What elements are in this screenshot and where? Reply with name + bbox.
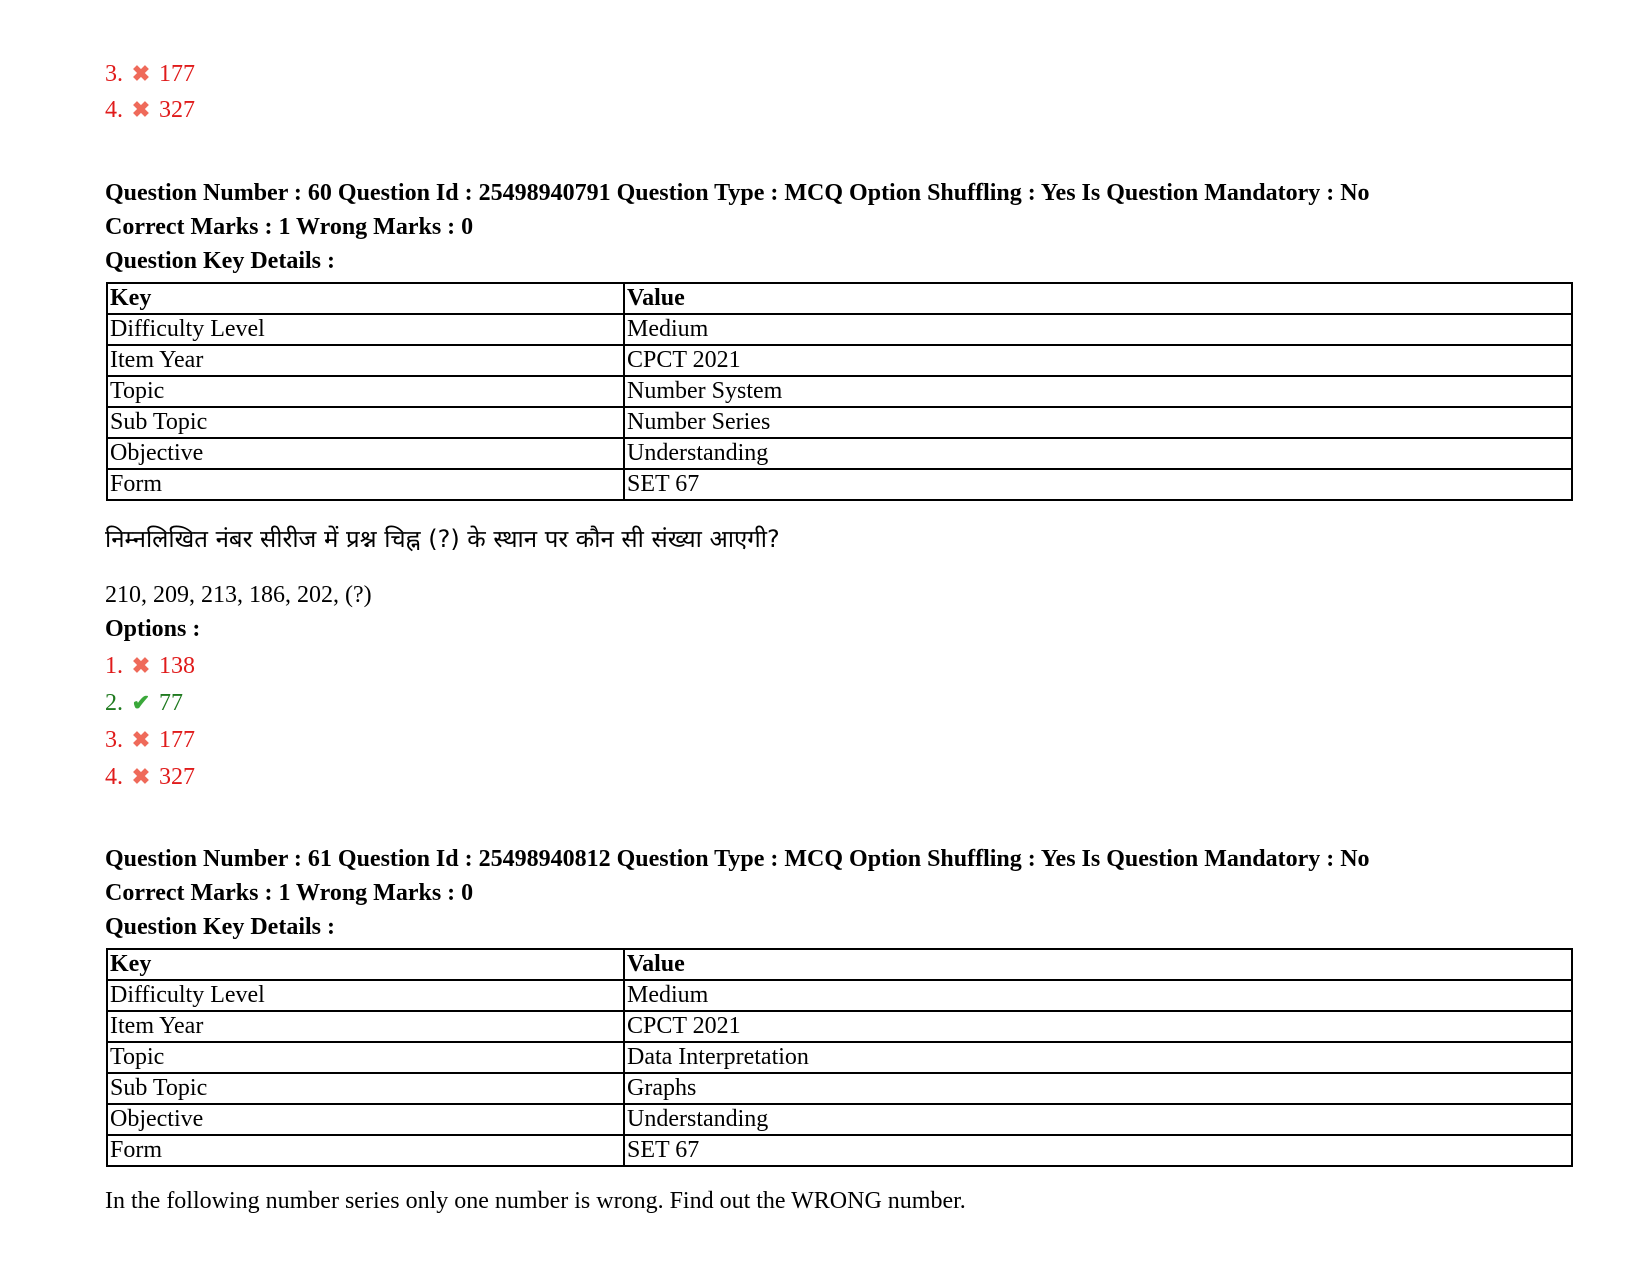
option-number: 4. <box>105 764 123 790</box>
table-row <box>107 1104 1572 1135</box>
value-cell: Medium <box>624 980 1572 1011</box>
value-cell: SET 67 <box>624 1135 1572 1166</box>
table-row <box>107 376 1572 407</box>
check-icon: ✔ <box>131 690 151 715</box>
column-header-value: Value <box>624 949 1572 980</box>
value-cell: Understanding <box>624 438 1572 469</box>
value-cell: Medium <box>624 314 1572 345</box>
key-cell: Form <box>107 1135 624 1166</box>
value-cell: Data Interpretation <box>624 1042 1572 1073</box>
table-row <box>107 345 1572 376</box>
table-header-row <box>107 283 1572 314</box>
option-item <box>105 689 183 717</box>
cross-icon: ✖ <box>131 97 151 122</box>
option-item <box>105 96 195 124</box>
option-text: 138 <box>159 653 195 679</box>
question-marks: Correct Marks : 1 Wrong Marks : 0 <box>105 880 474 906</box>
value-cell: SET 67 <box>624 469 1572 500</box>
table-row <box>107 407 1572 438</box>
option-item <box>105 726 195 754</box>
number-series: 210, 209, 213, 186, 202, (?) <box>105 582 372 608</box>
option-number: 3. <box>105 61 123 87</box>
column-header-value: Value <box>624 283 1572 314</box>
key-details-table <box>106 948 1573 1167</box>
key-cell: Objective <box>107 1104 624 1135</box>
cross-icon: ✖ <box>131 61 151 86</box>
table-header-row <box>107 949 1572 980</box>
table-row <box>107 1135 1572 1166</box>
value-cell: Number Series <box>624 407 1572 438</box>
question-marks: Correct Marks : 1 Wrong Marks : 0 <box>105 214 474 240</box>
value-cell: CPCT 2021 <box>624 1011 1572 1042</box>
question-text: In the following number series only one number is wrong. Find out the WRONG number. <box>105 1188 966 1214</box>
column-header-key: Key <box>107 949 624 980</box>
table-row <box>107 1073 1572 1104</box>
value-cell: CPCT 2021 <box>624 345 1572 376</box>
key-cell: Topic <box>107 376 624 407</box>
key-cell: Item Year <box>107 1011 624 1042</box>
option-number: 4. <box>105 97 123 123</box>
column-header-key: Key <box>107 283 624 314</box>
cross-icon: ✖ <box>131 727 151 752</box>
option-number: 1. <box>105 653 123 679</box>
options-label: Options : <box>105 616 201 642</box>
key-details-label: Question Key Details : <box>105 248 335 274</box>
option-item <box>105 652 195 680</box>
cross-icon: ✖ <box>131 764 151 789</box>
value-cell: Number System <box>624 376 1572 407</box>
key-details-label: Question Key Details : <box>105 914 335 940</box>
cross-icon: ✖ <box>131 653 151 678</box>
option-text: 177 <box>159 61 195 87</box>
value-cell: Understanding <box>624 1104 1572 1135</box>
question-header: Question Number : 61 Question Id : 25498940812 Question Type : MCQ Option Shuffling : Yes Is Question Mandatory : No <box>105 846 1370 872</box>
key-cell: Difficulty Level <box>107 980 624 1011</box>
option-item <box>105 60 195 88</box>
option-text: 177 <box>159 727 195 753</box>
table-row <box>107 980 1572 1011</box>
option-text: 327 <box>159 764 195 790</box>
option-text: 327 <box>159 97 195 123</box>
key-cell: Difficulty Level <box>107 314 624 345</box>
question-header: Question Number : 60 Question Id : 25498940791 Question Type : MCQ Option Shuffling : Yes Is Question Mandatory : No <box>105 180 1370 206</box>
key-details-table <box>106 282 1573 501</box>
key-cell: Objective <box>107 438 624 469</box>
value-cell: Graphs <box>624 1073 1572 1104</box>
key-cell: Topic <box>107 1042 624 1073</box>
option-number: 2. <box>105 690 123 716</box>
table-row <box>107 314 1572 345</box>
question-text: निम्नलिखित नंबर सीरीज में प्रश्न चिह्न (?) के स्थान पर कौन सी संख्या आएगी? <box>105 525 780 553</box>
key-cell: Form <box>107 469 624 500</box>
table-row <box>107 1011 1572 1042</box>
key-cell: Sub Topic <box>107 1073 624 1104</box>
option-item <box>105 763 195 791</box>
option-text: 77 <box>159 690 183 716</box>
key-cell: Sub Topic <box>107 407 624 438</box>
key-cell: Item Year <box>107 345 624 376</box>
table-row <box>107 438 1572 469</box>
option-number: 3. <box>105 727 123 753</box>
table-row <box>107 469 1572 500</box>
table-row <box>107 1042 1572 1073</box>
